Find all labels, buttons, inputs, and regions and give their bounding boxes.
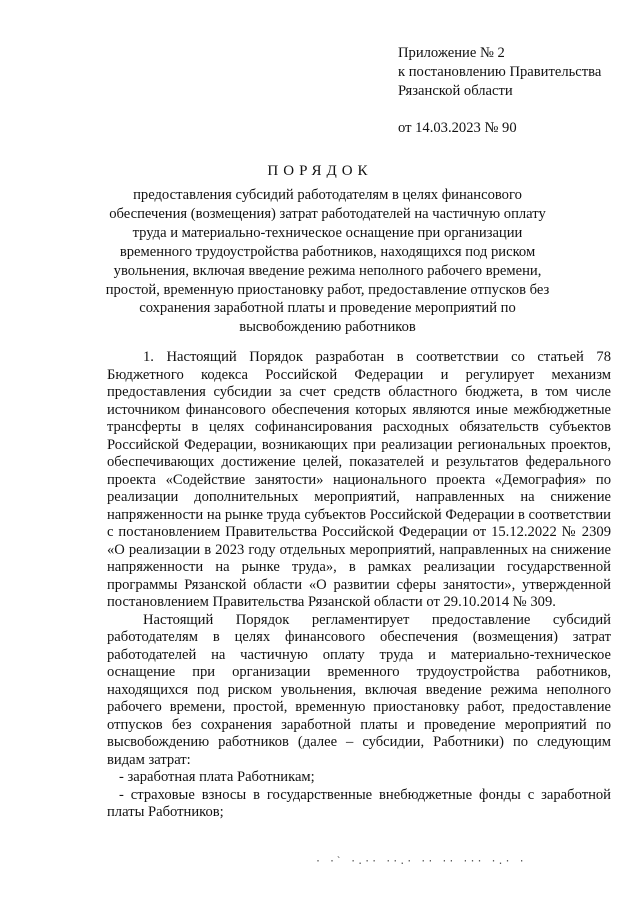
list-item-insurance: - страховые взносы в государственные внебюджетные фонды с заработной платы Работников; [107,786,611,820]
scan-artifact: · ·` ·.·· ··.· ·· ·· ··· ·.· · [315,856,526,867]
appendix-date-number: от 14.03.2023 № 90 [398,120,517,136]
paragraph-1: 1. Настоящий Порядок разработан в соответствии со статьей 78 Бюджетного кодекса Российской Федерации и регулирует механизм предоставления субсидии за счет средств областного бюджета, в том числе источником финансового обеспечения которых являются иные межбюджетные трансферты в целях софинансирования расходных обязательств субъектов Российской Федерации, возникающих при реализации региональных проектов, обеспечивающих достижение целей, показателей и результатов федерального проекта «Содействие занятости» национального проекта «Демография» по реализации дополнительных мероприятий, направленных на снижение напряженности на рынке труда субъектов Российской Федерации в соответствии с постановлением Правительства Российской Федерации от 15.12.2022 № 2309 «О реализации в 2023 году отдельных мероприятий, направленных на снижение напряженности на рынке труда», в рамках реализации государственной программы Рязанской области «О развитии сферы занятости», утвержденной постановлением Правительства Рязанской области от 29.10.2014 № 309. [107,349,611,610]
document-title: ПОРЯДОК [267,163,373,179]
appendix-number: Приложение № 2 [398,45,505,61]
appendix-header [398,44,628,138]
document-body [107,349,611,822]
list-item-wages: - заработная плата Работникам; [119,769,315,785]
appendix-region: Рязанской области [398,83,513,99]
paragraph-2: Настоящий Порядок регламентирует предоставление субсидий работодателям в целях финансового обеспечения (возмещения) затрат работодателей на частичную оплату труда и материально-техническое оснащение при организации временного трудоустройства работников, находящихся под риском увольнения, включая введение режима неполного рабочего времени, простой, временную приостановку работ, предоставление отпусков без сохранения заработной платы и проведение мероприятий по высвобождению работников (далее – субсидии, Работники) по следующим видам затрат: [107,611,611,768]
appendix-decree-ref: к постановлению Правительства [398,64,602,80]
document-subtitle: предоставления субсидий работодателям в целях финансового обеспечения (возмещения) затрат работодателей на частичную оплату труда и материально-техническое оснащение при организации временного трудоустройства работников, находящихся под риском увольнения, включая введение режима неполного рабочего времени, простой, временную приостановку работ, предоставление отпусков без сохранения заработной платы и проведение мероприятий по высвобождению работников [105,187,550,336]
